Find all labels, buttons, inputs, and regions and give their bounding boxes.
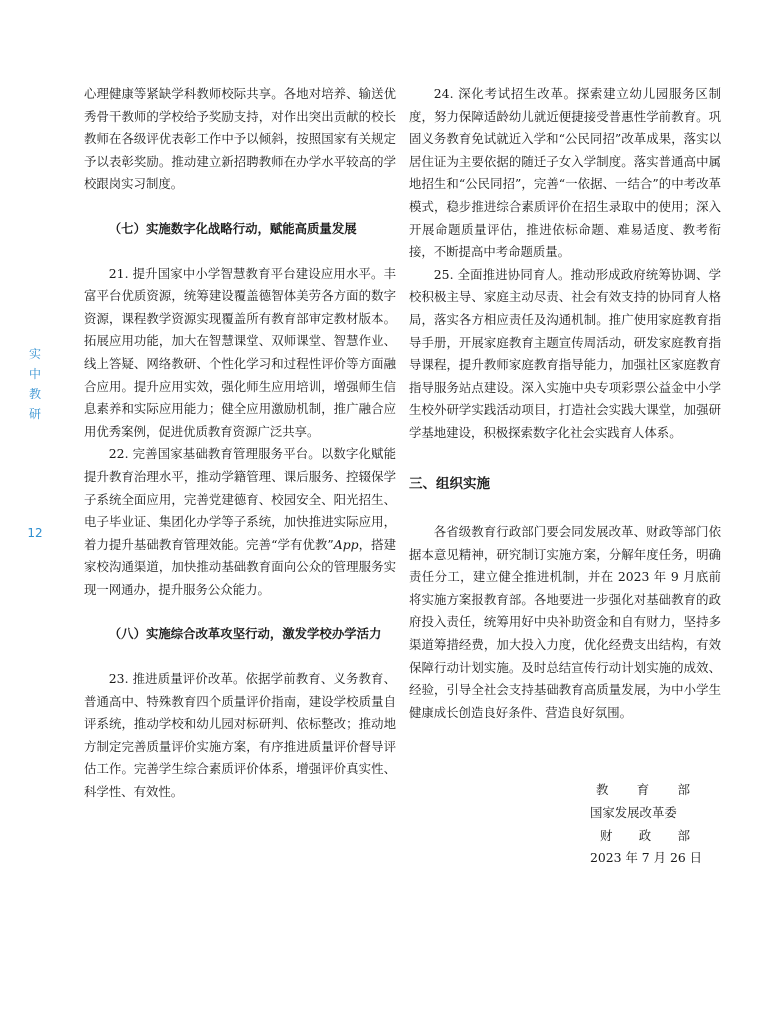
side-label-char: 实	[28, 347, 41, 361]
side-label-char: 研	[28, 407, 41, 421]
paragraph-item-24: 24. 深化考试招生改革。探索建立幼儿园服务区制度，努力保障适龄幼儿就近便捷接受普惠性学前教育。巩固义务教育免试就近入学和“公民同招”改革成果，落实以居住证为主要依据的随迁子女入学制度。落实普通高中属地招生和“公民同招”，完善“一依据、一结合”的中考改革模式，稳步推进综合素质评价在招生录取中的使用；深入开展命题质量评估，推进依标命题、难易适度、教考衔接，不断提高中考命题质量。	[409, 86, 721, 260]
side-label-char: 教	[28, 387, 41, 401]
signature-block	[590, 779, 703, 870]
paragraph-teacher-sharing: 心理健康等紧缺学科教师校际共享。各地对培养、输送优秀骨干教师的学校给予奖励支持，对作出突出贡献的校长教师在各级评优表彰工作中予以倾斜，按照国家有关规定予以表彰奖励。推动建立新招聘教师在办学水平较高的学校跟岗实习制度。	[84, 86, 396, 192]
section-heading-implementation: 三、组织实施	[409, 475, 490, 492]
subheading-comprehensive-reform: （八）实施综合改革攻坚行动，激发学校办学活力	[108, 626, 382, 642]
right-column	[409, 83, 721, 724]
signatory-ministry-of-education: 教 育 部	[596, 782, 690, 797]
paragraph-item-23: 23. 推进质量评价改革。依据学前教育、义务教育、普通高中、特殊教育四个质量评价指南，建设学校质量自评系统，推动学校和幼儿园对标研判、依标整改；推动地方制定完善质量评价实施方案，有序推进质量评价督导评估工作。完善学生综合素质评价体系，增强评价真实性、科学性、有效性。	[84, 671, 396, 800]
item-22-app: App	[333, 536, 359, 552]
paragraph-item-22	[84, 443, 396, 601]
signature-date: 2023 年 7 月 26 日	[590, 850, 703, 866]
paragraph-item-25: 25. 全面推进协同育人。推动形成政府统筹协调、学校积极主导、家庭主动尽责、社会有效支持的协同育人格局，落实各方相应责任及沟通机制。推广使用家庭教育指导手册，开展家庭教育主题宣传周活动，研发家庭教育指导课程，提升教师家庭教育指导能力，加强社区家庭教育指导服务站点建设。深入实施中央专项彩票公益金中小学生校外研学实践活动项目，打造社会实践大课堂，加强研学基地建设，积极探索数字化社会实践育人体系。	[409, 266, 721, 440]
side-label-char: 中	[28, 367, 41, 381]
signatory-ministry-of-finance: 财 政 部	[600, 827, 690, 843]
side-section-label	[27, 344, 43, 424]
signatory-ndrc: 国家发展改革委	[590, 804, 677, 820]
item-22-text-a: 22. 完善国家基础教育管理服务平台。以数字化赋能提升教育治理水平，推动学籍管理、课后服务、控辍保学子系统全面应用，完善党建德育、校园安全、阳光招生、电子毕业证、集团化办学等子系统，加快推进实际应用，着力提升基础教育管理效能。完善“学有优教”	[84, 446, 396, 552]
paragraph-implementation: 各省级教育行政部门要会同发展改革、财政等部门依据本意见精神，研究制订实施方案，分解年度任务，明确责任分工，建立健全推进机制，并在 2023 年 9 月底前将实施方案报教育部。各地要进一步强化对基础教育的政府投入责任，统筹用好中央补助资金和自有财力，坚持多渠道筹措经费，加大投入力度，优化经费支出结构，有效保障行动计划实施。及时总结宣传行动计划实施的成效、经验，引导全社会支持基础教育高质量发展，为中小学生健康成长创造良好条件、营造良好氛围。	[409, 524, 721, 720]
paragraph-item-21: 21. 提升国家中小学智慧教育平台建设应用水平。丰富平台优质资源，统筹建设覆盖德智体美劳各方面的数字资源，课程教学资源实现覆盖所有教育部审定教材版本。拓展应用功能，加大在智慧课堂、双师课堂、智慧作业、线上答疑、网络教研、个性化学习和过程性评价等方面融合应用。提升应用实效，强化师生应用培训，增强师生信息素养和实际应用能力；健全应用激励机制，推广融合应用优秀案例，促进优质教育资源广泛共享。	[84, 265, 396, 439]
page-number: 12	[27, 526, 43, 540]
left-column	[84, 83, 396, 804]
item-22-text-b: ，搭建家校沟通渠道，加快推动基础教育面向公众的管理服务实现一网通办，提升服务公众能力。	[84, 536, 397, 597]
subheading-digital-strategy: （七）实施数字化战略行动，赋能高质量发展	[108, 220, 357, 236]
